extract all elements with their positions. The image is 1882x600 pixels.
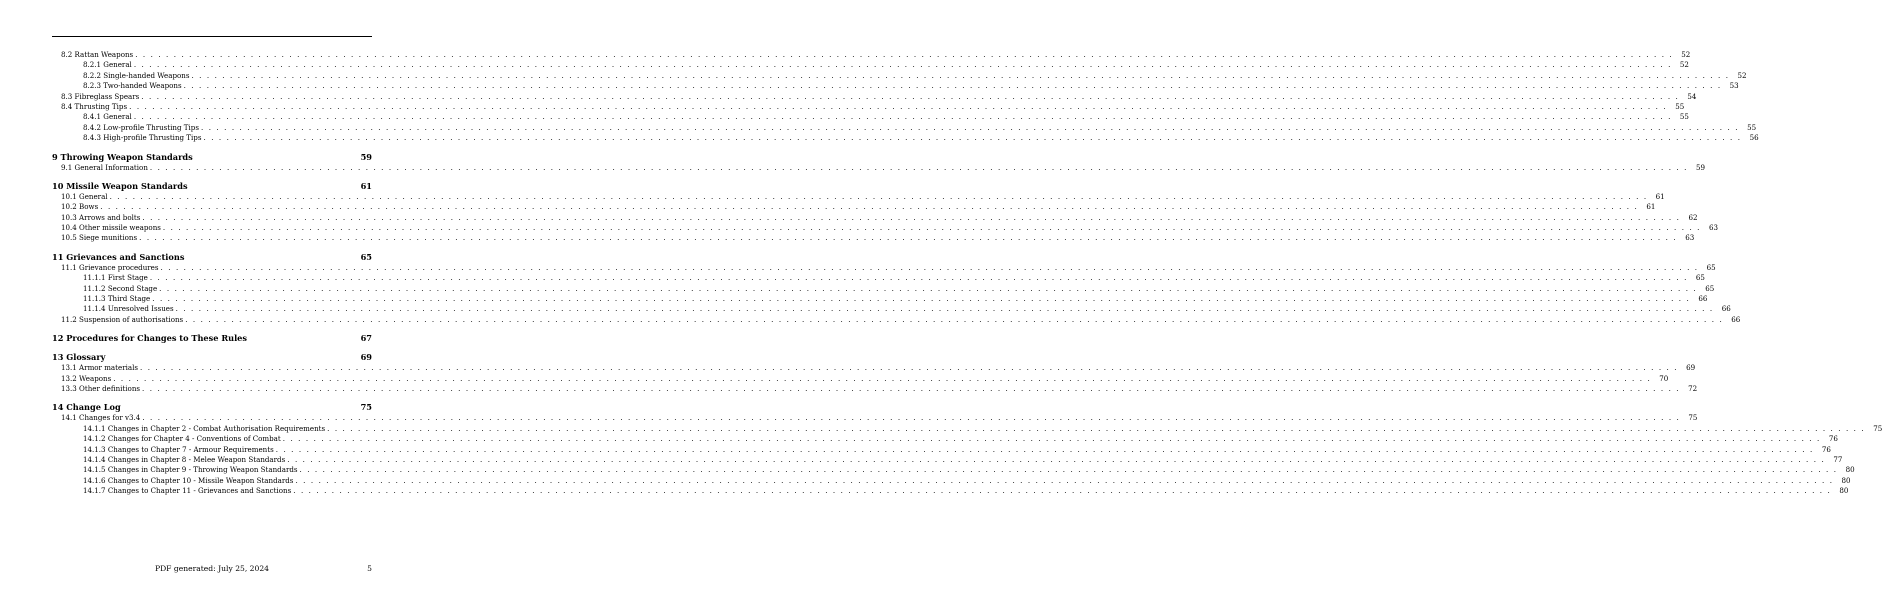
toc-dot-leader: . . . . . . . . . . . . . . . . . . . . . . . . . . . . . . . . . . . . . . . . . . . . . . . . . . . . . . . . . . . . . . . . . . . . . . . . . . . . . . . . . . . . . . . . . . . . . . . . . . . . . . . . . . . . . . . . . . . . . . . . . . . . . . . . . . . . . . . . . . . . . . . . . . . . . . . . . . . . . . . . . . . . . . . . . . . . . . . . . . . . . . . . . . . . . . . . . . . . . . . . [162, 223, 1702, 233]
toc-page-number: 54 [1687, 91, 1697, 101]
toc-section-entry[interactable] [52, 223, 1719, 233]
toc-dot-leader: . . . . . . . . . . . . . . . . . . . . . . . . . . . . . . . . . . . . . . . . . . . . . . . . . . . . . . . . . . . . . . . . . . . . . . . . . . . . . . . . . . . . . . . . . . . . . . . . . . . . . . . . . . . . . . . . . . . . . . . . . . . . . . . . . . . . . . . . . . . . . . . . . . . . . . . . . . . . . . . . . . . . . . . . . . . . . . . . . . . . . . . . . . . . . . . . . . . . . . . . [109, 191, 1648, 201]
toc-entry-title: 8.4.3 High-profile Thrusting Tips [83, 133, 202, 143]
toc-page-number: 66 [1721, 304, 1731, 314]
toc-page-number: 59 [1695, 162, 1705, 172]
toc-chapter-heading[interactable] [52, 401, 372, 413]
toc-section-entry[interactable] [52, 314, 1741, 325]
toc-section-entry[interactable] [52, 373, 1669, 384]
toc-page-number: 52 [1681, 50, 1691, 59]
toc-chapter-heading[interactable] [52, 332, 372, 344]
toc-section-entry[interactable] [52, 91, 1697, 102]
toc-page-number: 53 [1729, 81, 1739, 91]
toc-chapter-heading[interactable] [52, 351, 372, 363]
toc-dot-leader: . . . . . . . . . . . . . . . . . . . . . . . . . . . . . . . . . . . . . . . . . . . . . . . . . . . . . . . . . . . . . . . . . . . . . . . . . . . . . . . . . . . . . . . . . . . . . . . . . . . . . . . . . . . . . . . . . . . . . . . . . . . . . . . . . . . . . . . . . . . . . . . . . . . . . . . . . . . . . . . . . . . . . . . . . . . . . . . . . . . . . . . . . . . . . . . . . . . . . . . . [135, 50, 1674, 59]
toc-entry-title: 14.1.2 Changes for Chapter 4 - Conventions of Combat [83, 434, 281, 444]
toc-page-number: 69 [360, 352, 372, 363]
toc-subsubsection-entry[interactable] [52, 273, 1705, 283]
toc-section-entry[interactable] [52, 162, 1705, 173]
toc-page-number: 52 [1679, 60, 1689, 70]
toc-page-number: 66 [1698, 294, 1708, 304]
toc-entry-title: 10.3 Arrows and bolts [61, 212, 141, 222]
page-number: 5 [367, 564, 372, 573]
toc-page-number: 55 [1675, 101, 1685, 111]
toc-chapter-heading[interactable] [52, 151, 372, 163]
toc-dot-leader: . . . . . . . . . . . . . . . . . . . . . . . . . . . . . . . . . . . . . . . . . . . . . . . . . . . . . . . . . . . . . . . . . . . . . . . . . . . . . . . . . . . . . . . . . . . . . . . . . . . . . . . . . . . . . . . . . . . . . . . . . . . . . . . . . . . . . . . . . . . . . . . . . . . . . . . . . . . . . . . . . . . . . . . . . . . . . . . . . . . . . . . . . . . . . . . . . . . . . . . . [142, 413, 1681, 423]
toc-subsubsection-entry[interactable] [52, 81, 1739, 91]
toc-dot-leader: . . . . . . . . . . . . . . . . . . . . . . . . . . . . . . . . . . . . . . . . . . . . . . . . . . . . . . . . . . . . . . . . . . . . . . . . . . . . . . . . . . . . . . . . . . . . . . . . . . . . . . . . . . . . . . . . . . . . . . . . . . . . . . . . . . . . . . . . . . . . . . . . . . . . . . . . . . . . . . . . . . . . . . . . . . . . . . . . . . . . . . . . . . . . . . . . . . . . . . . . [159, 283, 1698, 293]
toc-page-number: 65 [360, 251, 372, 262]
toc-entry-title: 8.2.1 General [83, 60, 132, 70]
toc-page-number: 77 [1833, 454, 1843, 464]
toc-entry-title: 8.4.1 General [83, 112, 132, 122]
toc-subsubsection-entry[interactable] [52, 444, 1831, 455]
toc-page-number: 80 [1845, 465, 1855, 475]
toc-page-number: 65 [1695, 273, 1705, 283]
toc-subsubsection-entry[interactable] [52, 475, 1851, 486]
toc-dot-leader: . . . . . . . . . . . . . . . . . . . . . . . . . . . . . . . . . . . . . . . . . . . . . . . . . . . . . . . . . . . . . . . . . . . . . . . . . . . . . . . . . . . . . . . . . . . . . . . . . . . . . . . . . . . . . . . . . . . . . . . . . . . . . . . . . . . . . . . . . . . . . . . . . . . . . . . . . . . . . . . . . . . . . . . . . . . . . . . . . . . . . . . . . . . . . . . . . . . . . . . . [327, 423, 1866, 433]
toc-dot-leader: . . . . . . . . . . . . . . . . . . . . . . . . . . . . . . . . . . . . . . . . . . . . . . . . . . . . . . . . . . . . . . . . . . . . . . . . . . . . . . . . . . . . . . . . . . . . . . . . . . . . . . . . . . . . . . . . . . . . . . . . . . . . . . . . . . . . . . . . . . . . . . . . . . . . . . . . . . . . . . . . . . . . . . . . . . . . . . . . . . . . . . . . . . . . . . . . . . . . . . . . [191, 70, 1730, 80]
toc-section-entry[interactable] [52, 202, 1656, 212]
toc-entry-title: 14.1.6 Changes to Chapter 10 - Missile Weapon Standards [83, 475, 294, 485]
toc-entry-title: 8.4.2 Low-profile Thrusting Tips [83, 122, 199, 132]
toc-subsubsection-entry[interactable] [52, 60, 1689, 70]
toc-entry-title: 13.1 Armor materials [61, 363, 139, 373]
toc-page-number: 65 [1706, 262, 1716, 272]
toc-dot-leader: . . . . . . . . . . . . . . . . . . . . . . . . . . . . . . . . . . . . . . . . . . . . . . . . . . . . . . . . . . . . . . . . . . . . . . . . . . . . . . . . . . . . . . . . . . . . . . . . . . . . . . . . . . . . . . . . . . . . . . . . . . . . . . . . . . . . . . . . . . . . . . . . . . . . . . . . . . . . . . . . . . . . . . . . . . . . . . . . . . . . . . . . . . . . . . . . . . . . . . . . [129, 101, 1668, 111]
toc-entry-title: 14.1.7 Changes to Chapter 11 - Grievances and Sanctions [83, 486, 292, 496]
header-rule [52, 36, 372, 37]
toc-entry-title: 14.1.4 Changes in Chapter 8 - Melee Weapon Standards [83, 454, 286, 464]
toc-page-number: 80 [1839, 486, 1849, 496]
toc-subsubsection-entry[interactable] [52, 465, 1855, 475]
toc-page-number: 55 [1747, 122, 1757, 132]
toc-page-number: 76 [1828, 434, 1838, 444]
toc-dot-leader: . . . . . . . . . . . . . . . . . . . . . . . . . . . . . . . . . . . . . . . . . . . . . . . . . . . . . . . . . . . . . . . . . . . . . . . . . . . . . . . . . . . . . . . . . . . . . . . . . . . . . . . . . . . . . . . . . . . . . . . . . . . . . . . . . . . . . . . . . . . . . . . . . . . . . . . . . . . . . . . . . . . . . . . . . . . . . . . . . . . . . . . . . . . . . . . . . . . . . . . . [100, 202, 1639, 212]
toc-chapter-title: 9 Throwing Weapon Standards [52, 151, 193, 162]
toc-section-entry[interactable] [52, 233, 1695, 243]
toc-subsubsection-entry[interactable] [52, 70, 1747, 81]
toc-entry-title: 11.1.2 Second Stage [83, 283, 158, 293]
toc-page-number: 61 [1646, 202, 1656, 212]
toc-section-entry[interactable] [52, 50, 1691, 60]
toc-page-number: 76 [1821, 444, 1831, 454]
toc-dot-leader: . . . . . . . . . . . . . . . . . . . . . . . . . . . . . . . . . . . . . . . . . . . . . . . . . . . . . . . . . . . . . . . . . . . . . . . . . . . . . . . . . . . . . . . . . . . . . . . . . . . . . . . . . . . . . . . . . . . . . . . . . . . . . . . . . . . . . . . . . . . . . . . . . . . . . . . . . . . . . . . . . . . . . . . . . . . . . . . . . . . . . . . . . . . . . . . . . . . . . . . . [140, 363, 1679, 373]
toc-dot-leader: . . . . . . . . . . . . . . . . . . . . . . . . . . . . . . . . . . . . . . . . . . . . . . . . . . . . . . . . . . . . . . . . . . . . . . . . . . . . . . . . . . . . . . . . . . . . . . . . . . . . . . . . . . . . . . . . . . . . . . . . . . . . . . . . . . . . . . . . . . . . . . . . . . . . . . . . . . . . . . . . . . . . . . . . . . . . . . . . . . . . . . . . . . . . . . . . . . . . . . . . [133, 60, 1672, 70]
table-of-contents [52, 50, 1882, 497]
toc-dot-leader: . . . . . . . . . . . . . . . . . . . . . . . . . . . . . . . . . . . . . . . . . . . . . . . . . . . . . . . . . . . . . . . . . . . . . . . . . . . . . . . . . . . . . . . . . . . . . . . . . . . . . . . . . . . . . . . . . . . . . . . . . . . . . . . . . . . . . . . . . . . . . . . . . . . . . . . . . . . . . . . . . . . . . . . . . . . . . . . . . . . . . . . . . . . . . . . . . . . . . . . . [299, 465, 1838, 475]
toc-dot-leader: . . . . . . . . . . . . . . . . . . . . . . . . . . . . . . . . . . . . . . . . . . . . . . . . . . . . . . . . . . . . . . . . . . . . . . . . . . . . . . . . . . . . . . . . . . . . . . . . . . . . . . . . . . . . . . . . . . . . . . . . . . . . . . . . . . . . . . . . . . . . . . . . . . . . . . . . . . . . . . . . . . . . . . . . . . . . . . . . . . . . . . . . . . . . . . . . . . . . . . . . [200, 122, 1740, 132]
toc-page-number: 63 [1685, 233, 1695, 243]
toc-entry-title: 9.1 General Information [61, 162, 148, 172]
toc-entry-title: 14.1.1 Changes in Chapter 2 - Combat Authorisation Requirements [83, 423, 326, 433]
toc-dot-leader: . . . . . . . . . . . . . . . . . . . . . . . . . . . . . . . . . . . . . . . . . . . . . . . . . . . . . . . . . . . . . . . . . . . . . . . . . . . . . . . . . . . . . . . . . . . . . . . . . . . . . . . . . . . . . . . . . . . . . . . . . . . . . . . . . . . . . . . . . . . . . . . . . . . . . . . . . . . . . . . . . . . . . . . . . . . . . . . . . . . . . . . . . . . . . . . . . . . . . . . . [149, 273, 1688, 283]
toc-page-number: 59 [360, 151, 372, 162]
toc-subsubsection-entry[interactable] [52, 486, 1849, 496]
toc-dot-leader: . . . . . . . . . . . . . . . . . . . . . . . . . . . . . . . . . . . . . . . . . . . . . . . . . . . . . . . . . . . . . . . . . . . . . . . . . . . . . . . . . . . . . . . . . . . . . . . . . . . . . . . . . . . . . . . . . . . . . . . . . . . . . . . . . . . . . . . . . . . . . . . . . . . . . . . . . . . . . . . . . . . . . . . . . . . . . . . . . . . . . . . . . . . . . . . . . . . . . . . . [139, 233, 1678, 243]
toc-page-number: 75 [1873, 423, 1882, 433]
toc-entry-title: 13.3 Other definitions [61, 383, 141, 393]
toc-dot-leader: . . . . . . . . . . . . . . . . . . . . . . . . . . . . . . . . . . . . . . . . . . . . . . . . . . . . . . . . . . . . . . . . . . . . . . . . . . . . . . . . . . . . . . . . . . . . . . . . . . . . . . . . . . . . . . . . . . . . . . . . . . . . . . . . . . . . . . . . . . . . . . . . . . . . . . . . . . . . . . . . . . . . . . . . . . . . . . . . . . . . . . . . . . . . . . . . . . . . . . . . [282, 434, 1821, 444]
toc-dot-leader: . . . . . . . . . . . . . . . . . . . . . . . . . . . . . . . . . . . . . . . . . . . . . . . . . . . . . . . . . . . . . . . . . . . . . . . . . . . . . . . . . . . . . . . . . . . . . . . . . . . . . . . . . . . . . . . . . . . . . . . . . . . . . . . . . . . . . . . . . . . . . . . . . . . . . . . . . . . . . . . . . . . . . . . . . . . . . . . . . . . . . . . . . . . . . . . . . . . . . . . . [183, 81, 1722, 91]
pdf-generated-date: PDF generated: July 25, 2024 [154, 564, 270, 573]
toc-dot-leader: . . . . . . . . . . . . . . . . . . . . . . . . . . . . . . . . . . . . . . . . . . . . . . . . . . . . . . . . . . . . . . . . . . . . . . . . . . . . . . . . . . . . . . . . . . . . . . . . . . . . . . . . . . . . . . . . . . . . . . . . . . . . . . . . . . . . . . . . . . . . . . . . . . . . . . . . . . . . . . . . . . . . . . . . . . . . . . . . . . . . . . . . . . . . . . . . . . . . . . . . [160, 262, 1699, 272]
toc-entry-title: 8.2.2 Single-handed Weapons [83, 70, 190, 80]
toc-page-number: 66 [1731, 314, 1741, 324]
toc-chapter-title: 14 Change Log [52, 402, 121, 413]
toc-page-number: 61 [1655, 191, 1665, 201]
toc-subsubsection-entry[interactable] [52, 304, 1731, 314]
toc-page-number: 65 [1705, 283, 1715, 293]
toc-page-number: 63 [1709, 223, 1719, 233]
toc-dot-leader: . . . . . . . . . . . . . . . . . . . . . . . . . . . . . . . . . . . . . . . . . . . . . . . . . . . . . . . . . . . . . . . . . . . . . . . . . . . . . . . . . . . . . . . . . . . . . . . . . . . . . . . . . . . . . . . . . . . . . . . . . . . . . . . . . . . . . . . . . . . . . . . . . . . . . . . . . . . . . . . . . . . . . . . . . . . . . . . . . . . . . . . . . . . . . . . . . . . . . . . . [275, 444, 1814, 454]
toc-entry-title: 11.1.3 Third Stage [83, 294, 151, 304]
toc-dot-leader: . . . . . . . . . . . . . . . . . . . . . . . . . . . . . . . . . . . . . . . . . . . . . . . . . . . . . . . . . . . . . . . . . . . . . . . . . . . . . . . . . . . . . . . . . . . . . . . . . . . . . . . . . . . . . . . . . . . . . . . . . . . . . . . . . . . . . . . . . . . . . . . . . . . . . . . . . . . . . . . . . . . . . . . . . . . . . . . . . . . . . . . . . . . . . . . . . . . . . . . . [149, 162, 1688, 172]
toc-page-number: 52 [1737, 70, 1747, 80]
toc-page-number: 67 [360, 333, 372, 344]
toc-subsubsection-entry[interactable] [52, 294, 1708, 304]
toc-entry-title: 14.1.5 Changes in Chapter 9 - Throwing Weapon Standards [83, 465, 298, 475]
toc-entry-title: 10.1 General [61, 191, 108, 201]
toc-subsubsection-entry[interactable] [52, 112, 1689, 122]
toc-dot-leader: . . . . . . . . . . . . . . . . . . . . . . . . . . . . . . . . . . . . . . . . . . . . . . . . . . . . . . . . . . . . . . . . . . . . . . . . . . . . . . . . . . . . . . . . . . . . . . . . . . . . . . . . . . . . . . . . . . . . . . . . . . . . . . . . . . . . . . . . . . . . . . . . . . . . . . . . . . . . . . . . . . . . . . . . . . . . . . . . . . . . . . . . . . . . . . . . . . . . . . . . [133, 112, 1672, 122]
toc-dot-leader: . . . . . . . . . . . . . . . . . . . . . . . . . . . . . . . . . . . . . . . . . . . . . . . . . . . . . . . . . . . . . . . . . . . . . . . . . . . . . . . . . . . . . . . . . . . . . . . . . . . . . . . . . . . . . . . . . . . . . . . . . . . . . . . . . . . . . . . . . . . . . . . . . . . . . . . . . . . . . . . . . . . . . . . . . . . . . . . . . . . . . . . . . . . . . . . . . . . . . . . . [295, 475, 1834, 485]
toc-chapter-title: 12 Procedures for Changes to These Rules [52, 333, 248, 344]
toc-section-entry[interactable] [52, 212, 1698, 223]
toc-page-number: 55 [1679, 112, 1689, 122]
toc-entry-title: 13.2 Weapons [61, 373, 112, 383]
toc-entry-title: 14.1.3 Changes to Chapter 7 - Armour Requirements [83, 444, 274, 454]
toc-page-number: 61 [360, 180, 372, 191]
toc-chapter-heading[interactable] [52, 180, 372, 192]
toc-dot-leader: . . . . . . . . . . . . . . . . . . . . . . . . . . . . . . . . . . . . . . . . . . . . . . . . . . . . . . . . . . . . . . . . . . . . . . . . . . . . . . . . . . . . . . . . . . . . . . . . . . . . . . . . . . . . . . . . . . . . . . . . . . . . . . . . . . . . . . . . . . . . . . . . . . . . . . . . . . . . . . . . . . . . . . . . . . . . . . . . . . . . . . . . . . . . . . . . . . . . . . . . [293, 486, 1832, 496]
toc-dot-leader: . . . . . . . . . . . . . . . . . . . . . . . . . . . . . . . . . . . . . . . . . . . . . . . . . . . . . . . . . . . . . . . . . . . . . . . . . . . . . . . . . . . . . . . . . . . . . . . . . . . . . . . . . . . . . . . . . . . . . . . . . . . . . . . . . . . . . . . . . . . . . . . . . . . . . . . . . . . . . . . . . . . . . . . . . . . . . . . . . . . . . . . . . . . . . . . . . . . . . . . . [141, 91, 1680, 101]
toc-dot-leader: . . . . . . . . . . . . . . . . . . . . . . . . . . . . . . . . . . . . . . . . . . . . . . . . . . . . . . . . . . . . . . . . . . . . . . . . . . . . . . . . . . . . . . . . . . . . . . . . . . . . . . . . . . . . . . . . . . . . . . . . . . . . . . . . . . . . . . . . . . . . . . . . . . . . . . . . . . . . . . . . . . . . . . . . . . . . . . . . . . . . . . . . . . . . . . . . . . . . . . . . [113, 373, 1652, 383]
toc-entry-title: 8.4 Thrusting Tips [61, 101, 128, 111]
toc-dot-leader: . . . . . . . . . . . . . . . . . . . . . . . . . . . . . . . . . . . . . . . . . . . . . . . . . . . . . . . . . . . . . . . . . . . . . . . . . . . . . . . . . . . . . . . . . . . . . . . . . . . . . . . . . . . . . . . . . . . . . . . . . . . . . . . . . . . . . . . . . . . . . . . . . . . . . . . . . . . . . . . . . . . . . . . . . . . . . . . . . . . . . . . . . . . . . . . . . . . . . . . . [203, 133, 1742, 143]
toc-chapter-title: 13 Glossary [52, 352, 106, 363]
toc-entry-title: 10.2 Bows [61, 202, 99, 212]
toc-entry-title: 11.1.4 Unresolved Issues [83, 304, 174, 314]
toc-page-number: 62 [1688, 212, 1698, 222]
toc-subsubsection-entry[interactable] [52, 122, 1757, 133]
toc-entry-title: 8.3 Fibreglass Spears [61, 91, 140, 101]
toc-section-entry[interactable] [52, 101, 1685, 112]
toc-page-number: 75 [360, 402, 372, 413]
toc-page-number: 80 [1841, 475, 1851, 485]
toc-section-entry[interactable] [52, 262, 1716, 273]
toc-entry-title: 11.1.1 First Stage [83, 273, 148, 283]
toc-chapter-heading[interactable] [52, 251, 372, 263]
toc-dot-leader: . . . . . . . . . . . . . . . . . . . . . . . . . . . . . . . . . . . . . . . . . . . . . . . . . . . . . . . . . . . . . . . . . . . . . . . . . . . . . . . . . . . . . . . . . . . . . . . . . . . . . . . . . . . . . . . . . . . . . . . . . . . . . . . . . . . . . . . . . . . . . . . . . . . . . . . . . . . . . . . . . . . . . . . . . . . . . . . . . . . . . . . . . . . . . . . . . . . . . . . . [152, 294, 1691, 304]
toc-section-entry[interactable] [52, 383, 1698, 394]
toc-section-entry[interactable] [52, 413, 1698, 423]
toc-section-entry[interactable] [52, 363, 1696, 373]
toc-dot-leader: . . . . . . . . . . . . . . . . . . . . . . . . . . . . . . . . . . . . . . . . . . . . . . . . . . . . . . . . . . . . . . . . . . . . . . . . . . . . . . . . . . . . . . . . . . . . . . . . . . . . . . . . . . . . . . . . . . . . . . . . . . . . . . . . . . . . . . . . . . . . . . . . . . . . . . . . . . . . . . . . . . . . . . . . . . . . . . . . . . . . . . . . . . . . . . . . . . . . . . . . [142, 212, 1681, 222]
toc-subsubsection-entry[interactable] [52, 283, 1715, 294]
toc-section-entry[interactable] [52, 191, 1665, 202]
toc-page-number: 70 [1659, 373, 1669, 383]
toc-entry-title: 11.1 Grievance procedures [61, 262, 159, 272]
toc-dot-leader: . . . . . . . . . . . . . . . . . . . . . . . . . . . . . . . . . . . . . . . . . . . . . . . . . . . . . . . . . . . . . . . . . . . . . . . . . . . . . . . . . . . . . . . . . . . . . . . . . . . . . . . . . . . . . . . . . . . . . . . . . . . . . . . . . . . . . . . . . . . . . . . . . . . . . . . . . . . . . . . . . . . . . . . . . . . . . . . . . . . . . . . . . . . . . . . . . . . . . . . . [287, 454, 1826, 464]
toc-entry-title: 10.4 Other missile weapons [61, 223, 161, 233]
toc-entry-title: 8.2 Rattan Weapons [61, 50, 134, 59]
toc-subsubsection-entry[interactable] [52, 434, 1838, 444]
toc-dot-leader: . . . . . . . . . . . . . . . . . . . . . . . . . . . . . . . . . . . . . . . . . . . . . . . . . . . . . . . . . . . . . . . . . . . . . . . . . . . . . . . . . . . . . . . . . . . . . . . . . . . . . . . . . . . . . . . . . . . . . . . . . . . . . . . . . . . . . . . . . . . . . . . . . . . . . . . . . . . . . . . . . . . . . . . . . . . . . . . . . . . . . . . . . . . . . . . . . . . . . . . . [185, 314, 1724, 324]
toc-chapter-title: 11 Grievances and Sanctions [52, 251, 185, 262]
toc-page-number: 75 [1688, 413, 1698, 423]
toc-subsubsection-entry[interactable] [52, 454, 1843, 465]
toc-dot-leader: . . . . . . . . . . . . . . . . . . . . . . . . . . . . . . . . . . . . . . . . . . . . . . . . . . . . . . . . . . . . . . . . . . . . . . . . . . . . . . . . . . . . . . . . . . . . . . . . . . . . . . . . . . . . . . . . . . . . . . . . . . . . . . . . . . . . . . . . . . . . . . . . . . . . . . . . . . . . . . . . . . . . . . . . . . . . . . . . . . . . . . . . . . . . . . . . . . . . . . . . [175, 304, 1714, 314]
toc-entry-title: 11.2 Suspension of authorisations [61, 314, 184, 324]
toc-page-number: 69 [1686, 363, 1696, 373]
toc-page-number: 56 [1749, 133, 1759, 143]
toc-entry-title: 8.2.3 Two-handed Weapons [83, 81, 182, 91]
toc-page-number: 72 [1688, 383, 1698, 393]
toc-entry-title: 10.5 Siege munitions [61, 233, 138, 243]
toc-dot-leader: . . . . . . . . . . . . . . . . . . . . . . . . . . . . . . . . . . . . . . . . . . . . . . . . . . . . . . . . . . . . . . . . . . . . . . . . . . . . . . . . . . . . . . . . . . . . . . . . . . . . . . . . . . . . . . . . . . . . . . . . . . . . . . . . . . . . . . . . . . . . . . . . . . . . . . . . . . . . . . . . . . . . . . . . . . . . . . . . . . . . . . . . . . . . . . . . . . . . . . . . [142, 383, 1681, 393]
toc-subsubsection-entry[interactable] [52, 423, 1882, 434]
toc-subsubsection-entry[interactable] [52, 133, 1759, 143]
toc-entry-title: 14.1 Changes for v3.4 [61, 413, 141, 423]
toc-chapter-title: 10 Missile Weapon Standards [52, 180, 188, 191]
